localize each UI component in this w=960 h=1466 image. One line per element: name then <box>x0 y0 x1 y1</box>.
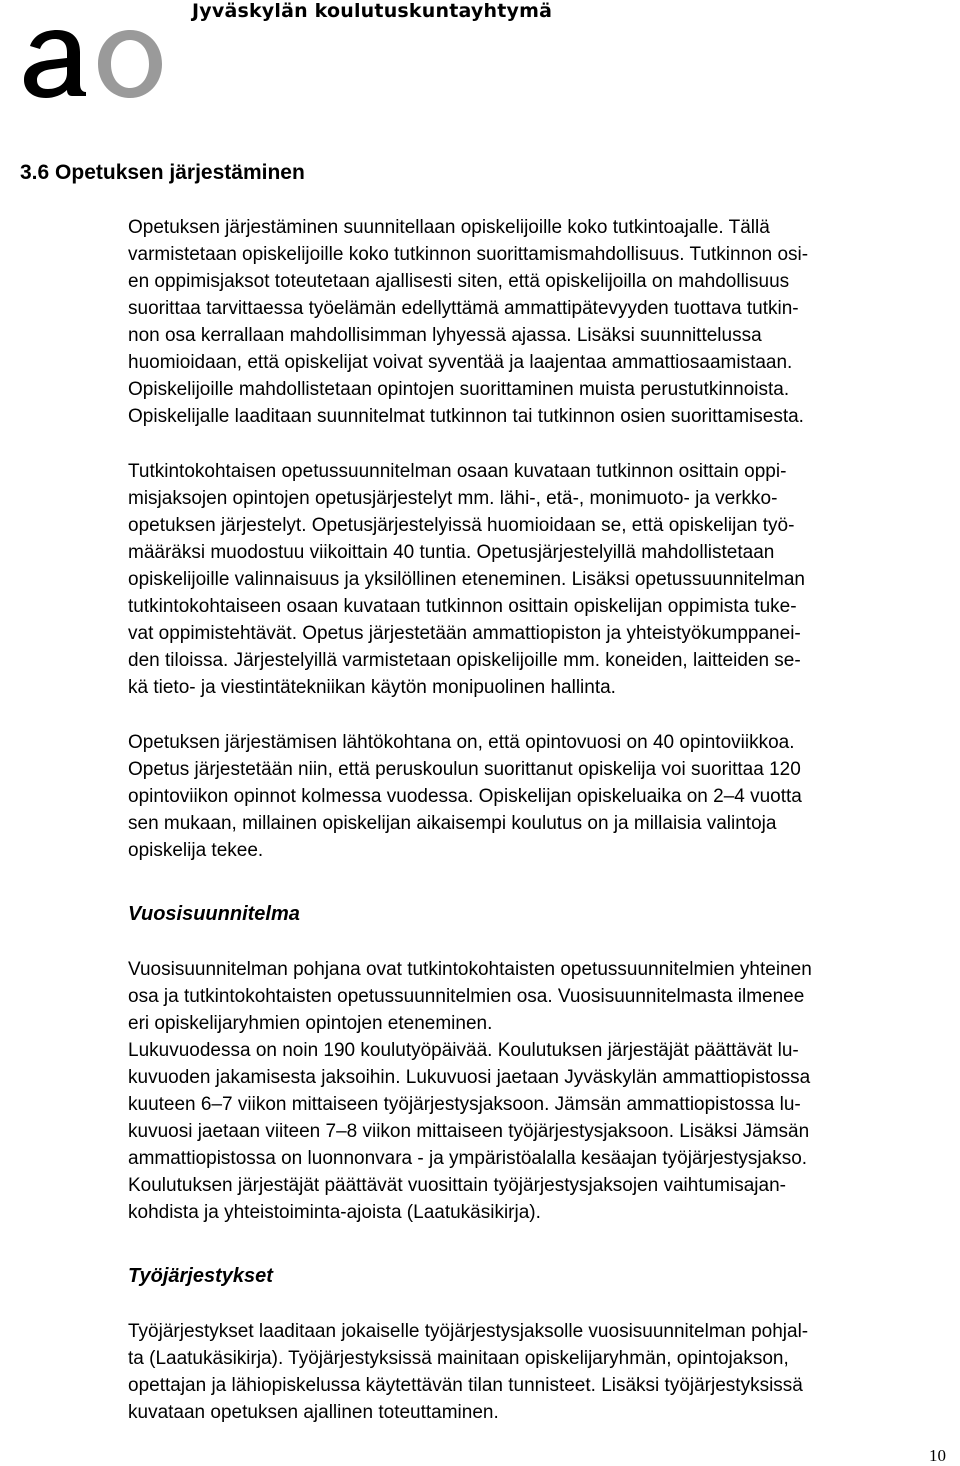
main-content <box>128 214 958 1426</box>
paragraph-opetussuunnitelma: Tutkintokohtaisen opetussuunnitelman osaan kuvataan tutkinnon osittain oppi- misjaksojen opintojen opetusjärjestelyt mm. lähi-, etä-, monimuoto- ja verkko- opetuksen järjestelyt. Opetusjärjestelyissä huomioidaan se, että opiskelijan työ- määräksi muodostuu viikoittain 40 tuntia. Opetusjärjestelyillä mahdollistetaan opiskelijoille valinnaisuus ja yksilöllinen eteneminen. Lisäksi opetussuunnitelman tutkintokohtaiseen osaan kuvataan tutkinnon osittain opiskelijan oppimista tuke- vat oppimistehtävät. Opetus järjestetään ammattiopiston ja yhteistyökumppanei- den tiloissa. Järjestelyillä varmistetaan opiskelijoille mm. koneiden, laitteiden se- kä tieto- ja viestintätekniikan käytön monipuolinen hallinta. <box>128 461 805 698</box>
logo-letter-o <box>98 30 162 98</box>
paragraph-vuosisuunnitelma: Vuosisuunnitelman pohjana ovat tutkintokohtaisten opetussuunnitelmien yhteinen osa ja tutkintokohtaisten opetussuunnitelmien osa. Vuosisuunnitelmasta ilmenee eri opiskelijaryhmien opintojen eteneminen. Lukuvuodessa on noin 190 koulutyöpäivää. Koulutuksen järjestäjät päättävät lu- kuvuoden jakamisesta jaksoihin. Lukuvuosi jaetaan Jyväskylän ammattiopistossa kuuteen 6–7 viikon mittaiseen työjärjestysjaksoon. Jämsän ammattiopistossa lu- kuvuosi jaetaan viiteen 7–8 viikon mittaiseen työjärjestysjaksoon. Lisäksi Jämsän ammattiopistossa on luonnonvara - ja ympäristöalalla kesäajan työjärjestysjakso. Koulutuksen järjestäjät päättävät vuosittain työjärjestysjaksojen vaihtumisajan- kohdista ja yhteistoiminta-ajoista (Laatukäsikirja). <box>128 959 812 1223</box>
section-heading: 3.6 Opetuksen järjestäminen <box>20 161 305 184</box>
logo-letter-a <box>24 30 86 98</box>
tyojarjestykset-heading: Työjärjestykset <box>128 1265 273 1287</box>
paragraph-opetuksen-jarjestaminen: Opetuksen järjestäminen suunnitellaan opiskelijoille koko tutkintoajalle. Tällä varmistetaan opiskelijoille koko tutkinnon suorittamismahdollisuus. Tutkinnon osi- en oppimisjaksot toteutetaan ajallisesti siten, että opiskelijoilla on mahdollisuus suorittaa tarvittaessa työelämän edellyttämä ammattipätevyyden tuottava tutkin- non osa kerrallaan mahdollisimman lyhyessä ajassa. Lisäksi suunnittelussa huomioidaan, että opiskelijat voivat syventää ja laajentaa ammattiosaamistaan. Opiskelijoille mahdollistetaan opintojen suorittaminen muista perustutkinnoista. Opiskelijalle laaditaan suunnitelmat tutkinnon tai tutkinnon osien suorittamisesta. <box>128 217 809 427</box>
ao-logo <box>20 18 172 98</box>
org-name: Jyväskylän koulutuskuntayhtymä <box>192 0 553 22</box>
page-number: 10 <box>929 1446 946 1465</box>
paragraph-opintovuosi: Opetuksen järjestämisen lähtökohtana on, että opintovuosi on 40 opintoviikkoa. Opetus järjestetään niin, että peruskoulun suorittanut opiskelija voi suorittaa 120 opintoviikon opinnot kolmessa vuodessa. Opiskelijan opiskeluaika on 2–4 vuotta sen mukaan, millainen opiskelijan aikaisempi koulutus on ja millaisia valintoja opiskelija tekee. <box>128 732 802 861</box>
paragraph-tyojarjestykset: Työjärjestykset laaditaan jokaiselle työjärjestysjaksolle vuosisuunnitelman pohjal- ta (Laatukäsikirja). Työjärjestyksissä mainitaan opiskelijaryhmän, opintojakson, opettajan ja lähiopiskelussa käytettävän tilan tunnisteet. Lisäksi työjärjestyksissä kuvataan opetuksen ajallinen toteuttaminen. <box>128 1321 809 1423</box>
vuosisuunnitelma-heading: Vuosisuunnitelma <box>128 903 300 925</box>
